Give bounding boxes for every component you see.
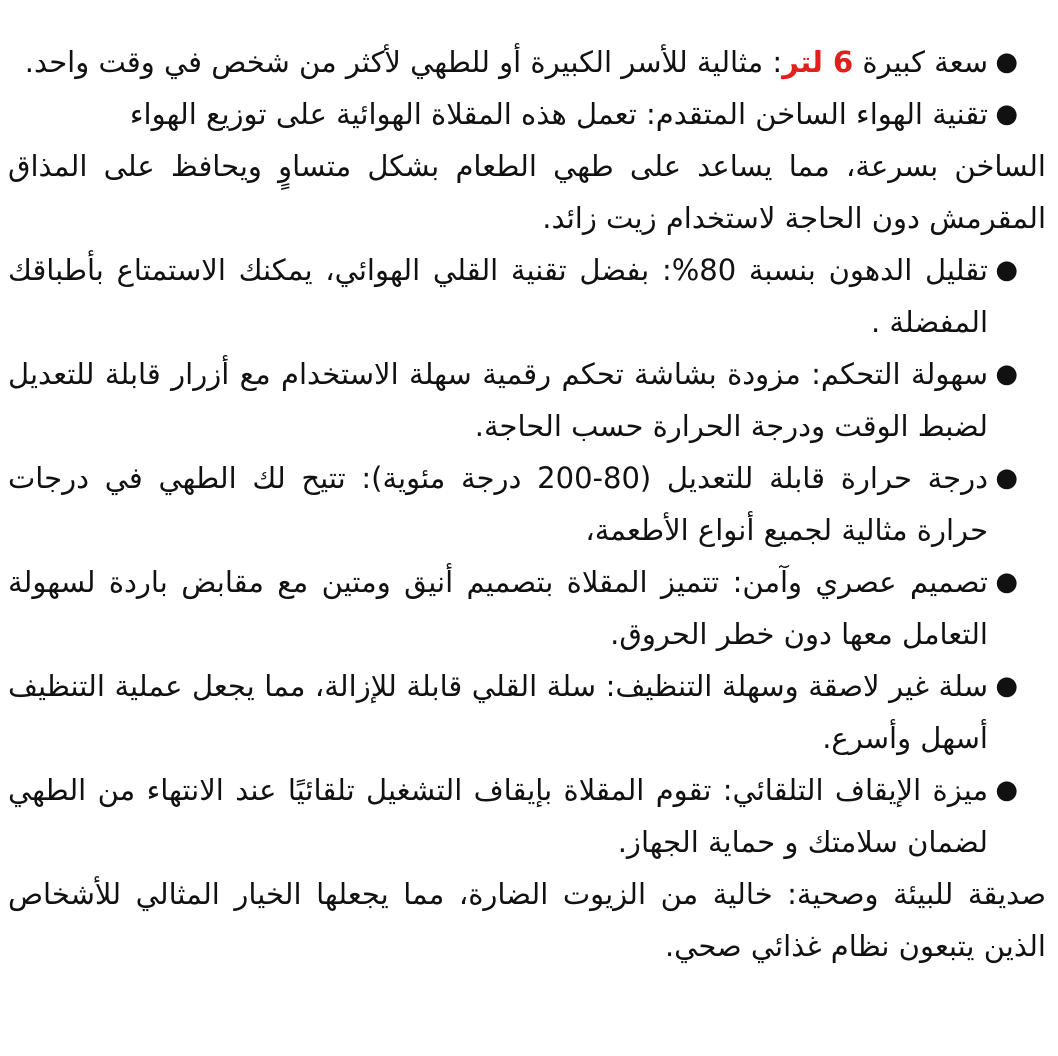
bullet-icon: ● <box>995 47 1018 77</box>
feature-text: ميزة الإيقاف التلقائي: تقوم المقلاة بإيقاف التشغيل تلقائيًا عند الانتهاء من الطهي لضمان سلامتك و حماية الجهاز. <box>8 773 988 859</box>
list-item <box>8 348 1046 452</box>
bullet-icon: ● <box>995 671 1018 701</box>
bullet-icon: ● <box>995 99 1018 129</box>
feature-text: تقليل الدهون بنسبة 80%: بفضل تقنية القلي الهوائي، يمكنك الاستمتاع بأطباقك المفضلة . <box>8 253 988 339</box>
bullet-icon: ● <box>995 255 1018 285</box>
bullet-icon: ● <box>995 463 1018 493</box>
continuation-paragraph: الساخن بسرعة، مما يساعد على طهي الطعام بشكل متساوٍ ويحافظ على المذاق المقرمش دون الحاجة لاستخدام زيت زائد. <box>8 149 1046 235</box>
closing-paragraph: صديقة للبيئة وصحية: خالية من الزيوت الضارة، مما يجعلها الخيار المثالي للأشخاص الذين يتبعون نظام غذائي صحي. <box>8 877 1046 963</box>
feature-prefix: سعة كبيرة <box>853 45 988 79</box>
list-item <box>8 452 1046 556</box>
list-item <box>8 36 1046 88</box>
list-item <box>8 88 1046 140</box>
capacity-highlight: 6 لتر <box>782 45 854 79</box>
feature-list <box>8 36 1046 140</box>
feature-text: تصميم عصري وآمن: تتميز المقلاة بتصميم أنيق ومتين مع مقابض باردة لسهولة التعامل معها دون خطر الحروق. <box>8 565 988 651</box>
list-item <box>8 660 1046 764</box>
feature-list-2 <box>8 244 1046 868</box>
bullet-icon: ● <box>995 775 1018 805</box>
feature-text: درجة حرارة قابلة للتعديل (80-200 درجة مئوية): تتيح لك الطهي في درجات حرارة مثالية لجميع أنواع الأطعمة، <box>8 461 988 547</box>
feature-text: : مثالية للأسر الكبيرة أو للطهي لأكثر من شخص في وقت واحد. <box>24 45 783 79</box>
feature-text: تقنية الهواء الساخن المتقدم: تعمل هذه المقلاة الهوائية على توزيع الهواء <box>129 97 988 131</box>
feature-text: سهولة التحكم: مزودة بشاشة تحكم رقمية سهلة الاستخدام مع أزرار قابلة للتعديل لضبط الوقت ودرجة الحرارة حسب الحاجة. <box>8 357 988 443</box>
feature-text: سلة غير لاصقة وسهلة التنظيف: سلة القلي قابلة للإزالة، مما يجعل عملية التنظيف أسهل وأسرع. <box>8 669 988 755</box>
bullet-icon: ● <box>995 567 1018 597</box>
bullet-icon: ● <box>995 359 1018 389</box>
list-item <box>8 244 1046 348</box>
list-item <box>8 556 1046 660</box>
list-item <box>8 764 1046 868</box>
